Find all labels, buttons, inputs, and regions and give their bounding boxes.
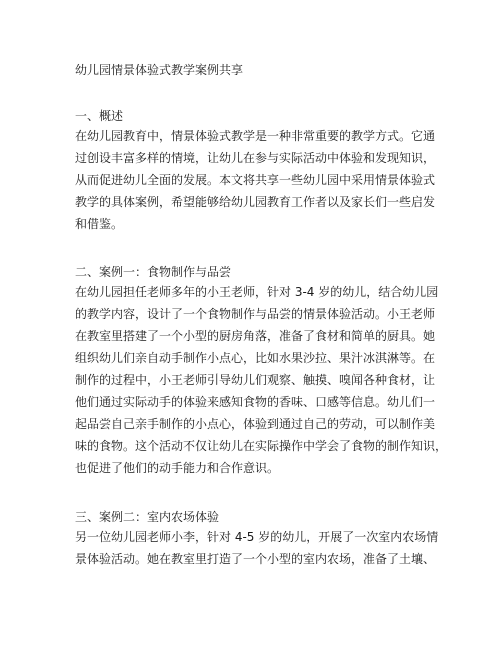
section-paragraph-case-two [75, 526, 438, 570]
paragraph-line: 过创设丰富多样的情境，让幼儿在参与实际活动中体验和发现知识， [75, 151, 436, 165]
paragraph-line: 也促进了他们的动手能力和合作意识。 [75, 461, 280, 475]
paragraph-line: 的教学内容，设计了一个食物制作与品尝的情景体验活动。小王老师 [75, 307, 436, 321]
paragraph-line: 景体验活动。她在教室里打造了一个小型的室内农场，准备了土壤、 [75, 552, 436, 566]
paragraph-line: 在幼儿园担任老师多年的小王老师，针对 3-4 岁的幼儿，结合幼儿园 [75, 285, 439, 299]
paragraph-line: 另一位幼儿园老师小李，针对 4-5 岁的幼儿，开展了一次室内农场情 [75, 530, 439, 544]
paragraph-line: 起品尝自己亲手制作的小点心，体验到通过自己的劳动，可以制作美 [75, 417, 436, 431]
section-heading-case-one: 二、案例一：食物制作与品尝 [75, 265, 232, 279]
section-heading-case-two: 三、案例二：室内农场体验 [75, 510, 220, 524]
paragraph-line: 组织幼儿们亲自动手制作小点心，比如水果沙拉、果汁冰淇淋等。在 [75, 351, 436, 365]
document-title: 幼儿园情景体验式教学案例共享 [75, 63, 244, 77]
paragraph-line: 在教室里搭建了一个小型的厨房角落，准备了食材和简单的厨具。她 [75, 329, 436, 343]
paragraph-line: 味的食物。这个活动不仅让幼儿在实际操作中学会了食物的制作知识， [75, 439, 448, 453]
section-heading-overview: 一、概述 [75, 109, 124, 123]
paragraph-line: 教学的具体案例，希望能够给幼儿园教育工作者以及家长们一些启发 [75, 195, 436, 209]
paragraph-line: 在幼儿园教育中，情景体验式教学是一种非常重要的教学方式。它通 [75, 129, 436, 143]
section-paragraph-overview [75, 125, 435, 235]
paragraph-line: 制作的过程中，小王老师引导幼儿们观察、触摸、嗅闻各种食材，让 [75, 373, 436, 387]
paragraph-line: 从而促进幼儿全面的发展。本文将共享一些幼儿园中采用情景体验式 [75, 173, 436, 187]
paragraph-line: 和借鉴。 [75, 217, 124, 231]
section-paragraph-case-one [75, 281, 447, 479]
paragraph-line: 他们通过实际动手的体验来感知食物的香味、口感等信息。幼儿们一 [75, 395, 436, 409]
